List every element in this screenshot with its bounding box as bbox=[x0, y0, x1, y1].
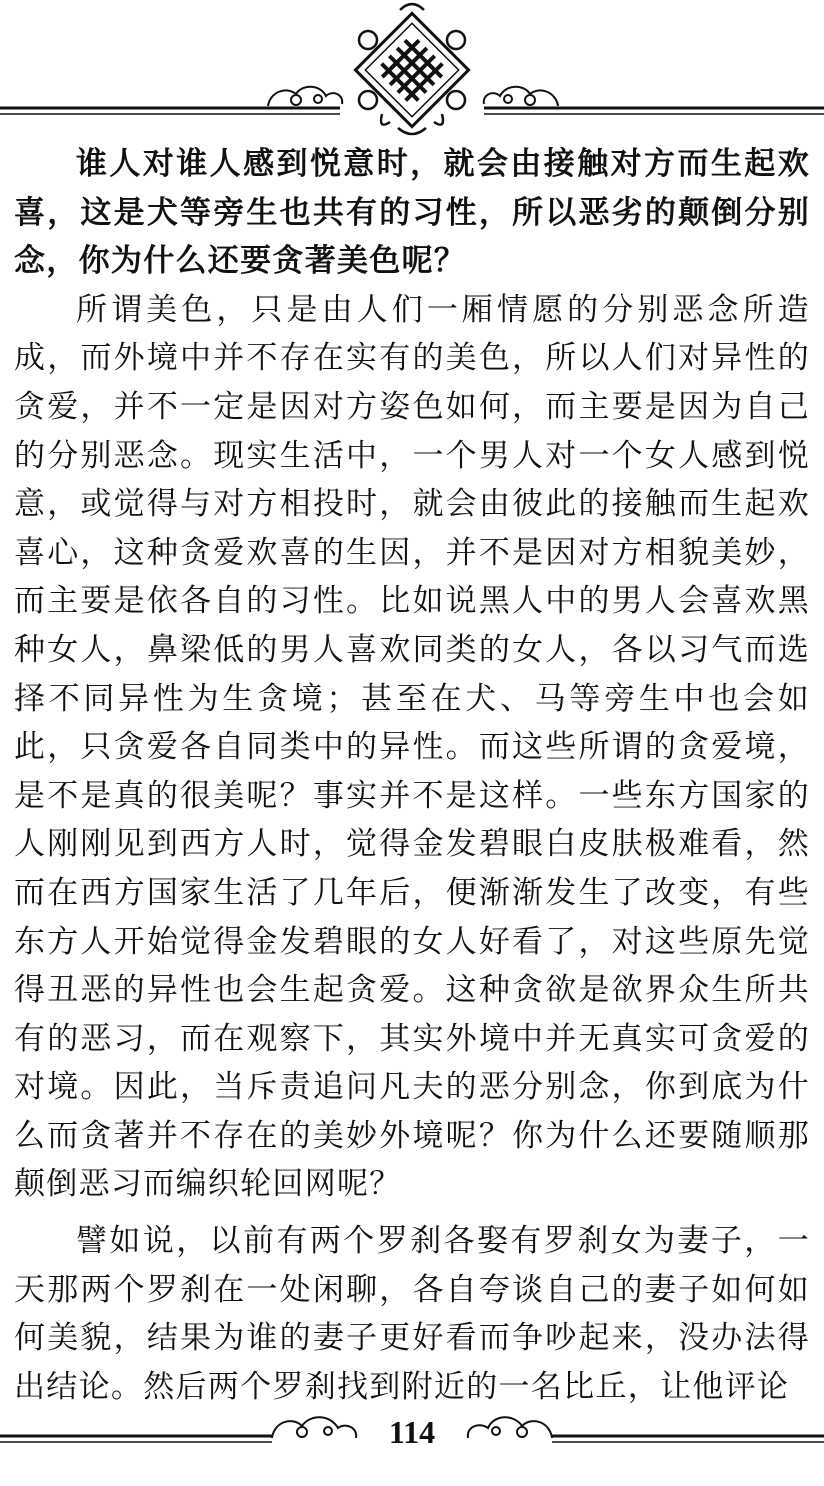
page-number: 114 bbox=[388, 1414, 436, 1450]
header-rule-right bbox=[484, 108, 824, 114]
footer-rule-right bbox=[552, 1436, 824, 1442]
header-ornament bbox=[0, 0, 824, 140]
header-rule-left bbox=[0, 108, 340, 114]
verse-text: 谁人对谁人感到悦意时，就会由接触对方而生起欢喜，这是犬等旁生也共有的习性，所以恶劣的颠倒分别念，你为什么还要贪著美色呢？ bbox=[14, 146, 810, 280]
cloud-scroll-left-icon bbox=[268, 87, 342, 106]
cloud-scroll-right-icon bbox=[484, 87, 558, 106]
page-content bbox=[14, 140, 810, 1411]
commentary-paragraph-1: 所谓美色，只是由人们一厢情愿的分别恶念所造成，而外境中并不存在实有的美色，所以人们对异性的贪爱，并不一定是因对方姿色如何，而主要是因为自己的分别恶念。现实生活中，一个男人对一个女人感到悦意，或觉得与对方相投时，就会由彼此的接触而生起欢喜心，这种贪爱欢喜的生因，并不是因对方相貌美妙，而主要是依各自的习性。比如说黑人中的男人会喜欢黑种女人，鼻梁低的男人喜欢同类的女人，各以习气而选择不同异性为生贪境；甚至在犬、马等旁生中也会如此，只贪爱各自同类中的异性。而这些所谓的贪爱境，是不是真的很美呢？事实并不是这样。一些东方国家的人刚刚见到西方人时，觉得金发碧眼白皮肤极难看，然而在西方国家生活了几年后，便渐渐发生了改变，有些东方人开始觉得金发碧眼的女人好看了，对这些原先觉得丑恶的异性也会生起贪爱。这种贪欲是欲界众生所共有的恶习，而在观察下，其实外境中并无真实可贪爱的对境。因此，当斥责追问凡夫的恶分别念，你到底为什么而贪著并不存在的美妙外境呢？你为什么还要随顺那颠倒恶习而编织轮回网呢？ bbox=[14, 291, 810, 1203]
footer-rule-left bbox=[0, 1436, 272, 1442]
footer-cloud-right-icon bbox=[468, 1417, 552, 1438]
footer-cloud-left-icon bbox=[272, 1417, 356, 1438]
endless-knot-icon bbox=[355, 4, 468, 134]
commentary-paragraph-2: 譬如说，以前有两个罗刹各娶有罗刹女为妻子，一天那两个罗刹在一处闲聊，各自夸谈自己的妻子如何如何美貌，结果为谁的妻子更好看而争吵起来，没办法得出结论。然后两个罗刹找到附近的一名比丘，让他评论 bbox=[14, 1223, 810, 1405]
